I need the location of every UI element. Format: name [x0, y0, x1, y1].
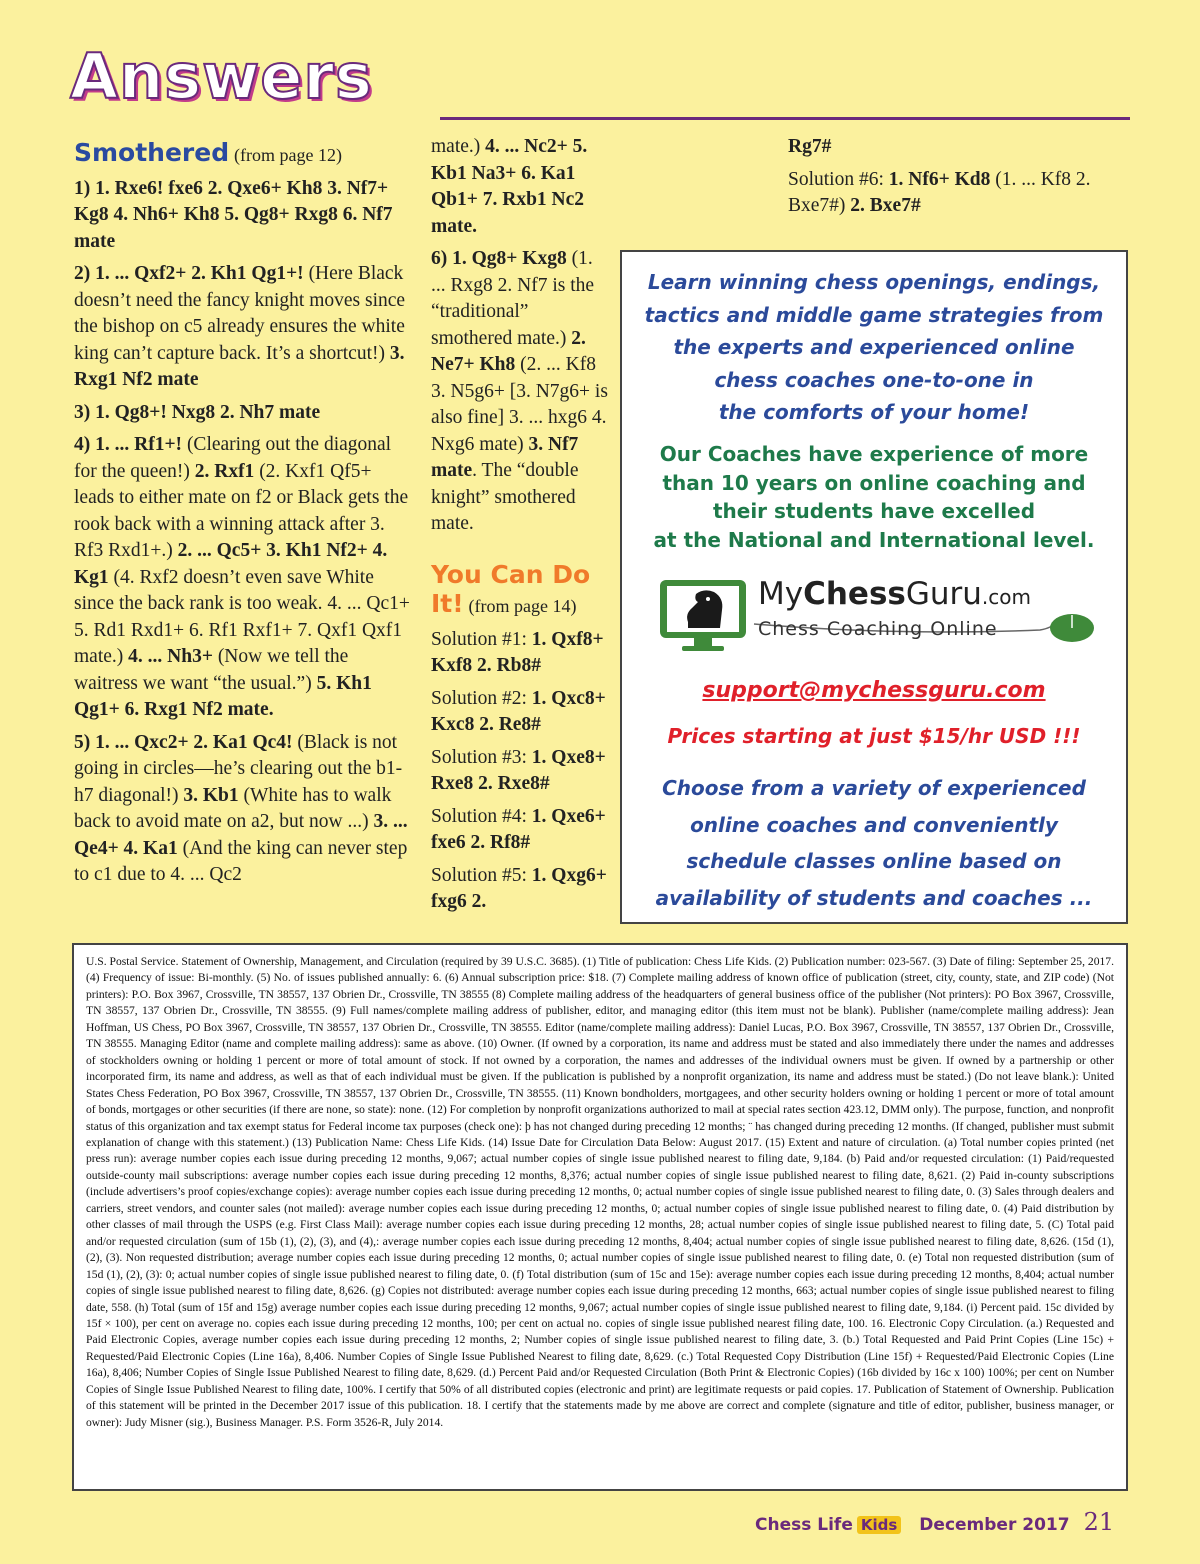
- ad-line: chess coaches one-to-one in: [714, 367, 1034, 392]
- column-left: [74, 140, 414, 895]
- commentary: (2. Kxf1 Qf5+ leads to either mate on f2 or Black gets the rook back with a winning attack after 3. Rf3 Rxd1+.): [74, 460, 409, 561]
- commentary: (And the king can never step to c1 due to 4. ... Qc2: [74, 837, 408, 885]
- ad-line: schedule classes online based on: [686, 849, 1062, 873]
- commentary: (White has to walk back to avoid mate on a2, but now ...): [74, 784, 392, 832]
- answer-2: [74, 261, 414, 394]
- section-heading-you-can-do-it: [431, 559, 611, 621]
- logo-tagline: Chess Coaching Online: [758, 618, 998, 640]
- section-heading-smothered: [74, 140, 414, 170]
- footer-kids-badge: Kids: [857, 1516, 901, 1534]
- solution-5: [431, 863, 611, 916]
- logo-wordmark: [758, 576, 1031, 612]
- mychessguru-logo[interactable]: [658, 572, 1098, 656]
- commentary: (2. ... Kf8 3. N5g6+ [3. N7g6+ is also fine] 3. ... hxg6 4. Nxg6 mate): [431, 354, 608, 455]
- page-number: 21: [1083, 1508, 1115, 1536]
- commentary: (4. Rxf2 doesn’t even save White since the back rank is too weak. 4. ... Qc1+ 5. Rd1 Rxd1+ 6. Rf1 Rxf1+ 7. Qxf1 Qxf1 mate.): [74, 566, 410, 667]
- moves: 3) 1. Qg8+! Nxg8 2. Nh7 mate: [74, 401, 321, 423]
- ad-line: Choose from a variety of experienced: [662, 776, 1086, 800]
- page-title: Answers: [70, 40, 373, 113]
- commentary: . The “double knight” smothered mate.: [431, 460, 579, 534]
- solution-label: Solution #5:: [431, 864, 532, 886]
- moves: 1) 1. Rxe6! fxe6 2. Qxe6+ Kh8 3. Nf7+ Kg8 4. Nh6+ Kh8 5. Qg8+ Rxg8 6. Nf7 mate: [74, 177, 393, 252]
- moves: 2) 1. ... Qxf2+ 2. Kh1 Qg1+!: [74, 263, 304, 284]
- commentary: (Now we tell the waitress we want “the usual.”): [74, 646, 349, 694]
- moves: 2. Rxf1: [194, 460, 255, 482]
- moves: 1. Qxe6+ fxe6 2. Rf8#: [431, 805, 606, 853]
- footer-magazine: Chess Life: [755, 1515, 853, 1535]
- moves: 6) 1. Qg8+ Kxg8: [431, 248, 567, 269]
- solution-3: [431, 745, 611, 798]
- moves: 1. Qxg6+ fxg6 2.: [431, 864, 607, 912]
- ad-line: tactics and middle game strategies from: [644, 302, 1104, 327]
- ad-line: the comforts of your home!: [718, 400, 1030, 424]
- page-footer: [755, 1508, 1135, 1538]
- moves: 2. ... Qc5+ 3. Kh1 Nf2+ 4. Kg1: [74, 540, 388, 588]
- moves: 3. ... Qe4+ 4. Ka1: [74, 811, 408, 859]
- commentary: (1. ... Rxg8 2. Nf7 is the “traditional” smothered mate.): [431, 248, 595, 349]
- solution-6: [788, 167, 1128, 220]
- commentary: mate.): [431, 136, 486, 157]
- solution-5-continued: [788, 134, 1128, 161]
- moves: 3. Nf7 mate: [431, 433, 579, 481]
- moves: 4) 1. ... Rf1+!: [74, 434, 183, 455]
- ad-line: online coaches and conveniently: [690, 812, 1058, 837]
- commentary: (Clearing out the diagonal for the queen!): [74, 434, 392, 482]
- logo-part: My: [758, 576, 804, 612]
- column-middle: [431, 134, 611, 922]
- section-title: You Can Do It!: [431, 559, 591, 618]
- solution-label: Solution #6:: [788, 168, 889, 190]
- answer-5: [74, 730, 414, 889]
- commentary: (1. ... Kf8 2. Bxe7#): [788, 168, 1091, 216]
- answer-1: [74, 176, 414, 256]
- moves: 2. Bxe7#: [850, 195, 921, 216]
- moves: 3. Kb1: [183, 784, 239, 806]
- answer-4: [74, 432, 414, 724]
- logo-part: .com: [981, 585, 1031, 609]
- solution-label: Solution #4:: [431, 805, 532, 827]
- moves: 4. ... Nh3+: [128, 646, 213, 667]
- commentary: (Here Black doesn’t need the fancy knight moves since the bishop on c5 already ensures the white king can’t capture back. It’s a shortcut!): [74, 263, 406, 364]
- ad-email-link[interactable]: support@mychessguru.com: [702, 678, 1046, 703]
- ad-line: Our Coaches have experience of more: [659, 442, 1089, 466]
- advertisement: [620, 250, 1128, 924]
- ad-line: Learn winning chess openings, endings,: [647, 270, 1101, 294]
- section-source: (from page 12): [234, 145, 342, 165]
- ad-intro: [632, 266, 1116, 429]
- moves: 3. Rxg1 Nf2 mate: [74, 342, 405, 390]
- ad-line: the experts and experienced online: [673, 335, 1075, 359]
- solution-2: [431, 686, 611, 739]
- statement-text: U.S. Postal Service. Statement of Ownership, Management, and Circulation (required by 39 U.S.C. 3685). (1) Title of publication: Chess Life Kids. (2) Publication number: 023-567. (3) Date of filing: September 25, 2017. (4) Frequency of issue: Bi-monthly. (5) No. of issues published annually: 6. (6) Annual subscription price: $18. (7) Complete mailing address of known office of publication (street, city, county, state, and ZIP code) (Not printers): P.O. Box 3967, Crossville, TN 38557, 137 Obrien Dr., Crossville, TN 38555 (8) Complete mailing address of the headquarters of general business office of the publisher (Not printers): PO Box 3967, Crossville, TN 38557, 137 Obrien Dr., Crossville, TN 38555. (9) Full names/complete mailing address of publisher, editor, and managing editor (this item must not be blank). Publisher (name/complete mailing address): Jean Hoffman, US Chess, PO Box 3967, Crossville, TN 38557, 137 Obrien Dr., Crossville, TN 38555. Editor (name/complete mailing address): Daniel Lucas, P.O. Box 3967, Crossville, TN 38557, 137 Obrien Dr., Crossville, TN 38555. Managing Editor (name and complete mailing address): same as above. (10) Owner. (If owned by a corporation, its name and address must be stated and also immediately there under the names and addresses of stockholders owning or holding 1 percent or more of total amount of stock. If not owned by a corporation, the names and addresses of the individual owners must be given. If owned by a partnership or other incorporated firm, its name and address, as well as that of each individual must be given. If the publication is published by a nonprofit organization, its name and address must be stated.) (Do not leave blank.): United States Chess Federation, PO Box 3967, Crossville, TN 38557, 137 Obrien Dr., Crossville, TN 38555. (11) Known bondholders, mortgagees, and other security holders owning or holding 1 percent or more of total amount of bonds, mortgages or other securities (if there are none, so state): none. (12) For completion by nonprofit organizations authorized to mail at special rates section 423.12, DMM only). The purpose, function, and nonprofit status of this organization and tax exempt status for Federal income tax purposes (check one): þ has not changed during preceding 12 months; ¨ has changed during preceding 12 months. (If changed, publisher must submit explanation of change with this statement.) (13) Publication Name: Chess Life Kids. (14) Issue Date for Circulation Data Below: August 2017. (15) Extent and nature of circulation. (a) Total number copies printed (net press run): average number copies each issue during preceding 12 months, 9,067; actual number copies of single issue published nearest to filing date, 9,184. (b) Paid and/or requested circulation: (1) Paid/requested outside-county mail subscriptions: average number copies each issue during preceding 12 months, 8,376; actual number copies of single issue published nearest to filing date, 8,621. (2) Paid in-county subscriptions (include advertisers’s proof copies/exchange copies): average number copies each issue during preceding 12 months, 0; actual number copies of single issue published nearest to filing date, 0. (3) Sales through dealers and carriers, street vendors, and counter sales (not mailed): average number copies each issue during preceding 12 months, 0; actual number copies of single issue published nearest to filing date, 0. (4) Paid distribution by other classes of mail through the USPS (e.g. First Class Mail): average number copies each issue during preceding 12 months, 28; actual number copies of single issue published nearest to filing date, 5. (C) Total paid and/or requested circulation (sum of 15b (1), (2), (3), and (4),: average number copies each issue during preceding 12 months, 8,404; actual number copies of single issue published nearest to filing date, 8,626. (15d (1), (2), (3). Non requested distribution; average number copies each issue during preceding 12 months, 0; actual number copies of single issue published nearest to filing date, 0. (e) Total non requested distribution (sum of 15d (1), (2), (3): 0; actual number copies of single issue published nearest to filing date, 0. (f) Total distribution (sum of 15c and 15e): average number copies each issue during preceding 12 months, 8,404; actual number copies of single issue published nearest to filing date, 8,626. (g) Copies not distributed: average number copies each issue during preceding 12 months, 663; actual number copies of single issue published nearest to filing date, 558. (h) Total (sum of 15f and 15g) average number copies each issue during preceding 12 months, 9,067; actual number copies of single issue published nearest to filing date, 9,184. (i) Percent paid. 15c divided by 15f × 100), per cent on average no. copies each issue during preceding 12 months, 100; per cent on actual no. copies of single issue published nearest filing date, 100. 16. Electronic Copy Circulation. (a.) Requested and Paid Electronic Copies, average number copies each issue during preceding 12 months, 2; Number copies of single issue published nearest to filing date, 3. (b.) Total Requested and Paid Print Copies (Line 15c) + Requested/Paid Electronic Copies (Line 16a), 8,406. Number Copies of Single Issue Published Nearest to filing date, 8,629. (c.) Total Requested Copy Distribution (Line 15f) + Requested/Paid Electronic Copies (Line 16a), 8,406; Number Copies of Single Issue Published Nearest to filing date, 8,629. (d.) Percent Paid and/or Requested Circulation (Both Print & Electronic Copies) (16b divided by 16c x 100) 100%; per cent on Number Copies of Single Issue Published Nearest to filing date, 100%. I certify that 50% of all distributed copies (electronic and print) are legitimate requests or paid copies. 17. Publication of Statement of Ownership. Publication of this statement will be printed in the December 2017 issue of this publication. 18. I certify that the statements made by me above are correct and complete (signature and title of editor, publisher, business manager, or owner): Judy Misner (sig.), Business Manager. P.S. Form 3526-R, July 2014.: [86, 955, 1114, 1429]
- ad-line: availability of students and coaches ...: [655, 885, 1093, 910]
- answer-3: [74, 400, 414, 427]
- solution-label: Solution #2:: [431, 687, 532, 709]
- moves: 1. Nf6+ Kd8: [888, 168, 991, 190]
- ad-line: at the National and International level.: [653, 527, 1095, 552]
- moves: 1. Qxe8+ Rxe8 2. Rxe8#: [431, 746, 606, 794]
- ad-line: than 10 years on online coaching and: [662, 470, 1086, 495]
- moves: 1. Qxc8+ Kxc8 2. Re8#: [431, 687, 606, 735]
- ad-price: Prices starting at just $15/hr USD !!!: [667, 724, 1081, 748]
- ownership-statement: [72, 943, 1128, 1491]
- ad-choose: [632, 770, 1116, 916]
- ad-experience: [632, 440, 1116, 554]
- section-source: (from page 14): [468, 596, 577, 616]
- moves: 2. Ne7+ Kh8: [431, 327, 586, 375]
- ad-line: their students have excelled: [712, 499, 1036, 523]
- solution-4: [431, 804, 611, 857]
- moves: 5. Kh1 Qg1+ 6. Rxg1 Nf2 mate.: [74, 672, 372, 720]
- moves: 1. Qxf8+ Kxf8 2. Rb8#: [431, 628, 604, 676]
- column-right: [788, 134, 1128, 226]
- solution-label: Solution #1:: [431, 628, 532, 650]
- solution-label: Solution #3:: [431, 746, 532, 768]
- solution-1: [431, 627, 611, 680]
- answer-5-continued: [431, 134, 611, 240]
- section-title: Smothered: [74, 138, 230, 167]
- answer-6: [431, 246, 611, 538]
- moves: 5) 1. ... Qxc2+ 2. Ka1 Qc4!: [74, 731, 293, 753]
- footer-date: December 2017: [919, 1515, 1070, 1535]
- moves: Rg7#: [788, 136, 832, 157]
- commentary: (Black is not going in circles—he’s clearing out the b1-h7 diagonal!): [74, 731, 403, 806]
- moves: 4. ... Nc2+ 5. Kb1 Na3+ 6. Ka1 Qb1+ 7. Rxb1 Nc2 mate.: [431, 136, 588, 237]
- title-rule: [440, 117, 1130, 120]
- logo-part: Guru: [905, 576, 982, 612]
- logo-part: Chess: [803, 576, 906, 612]
